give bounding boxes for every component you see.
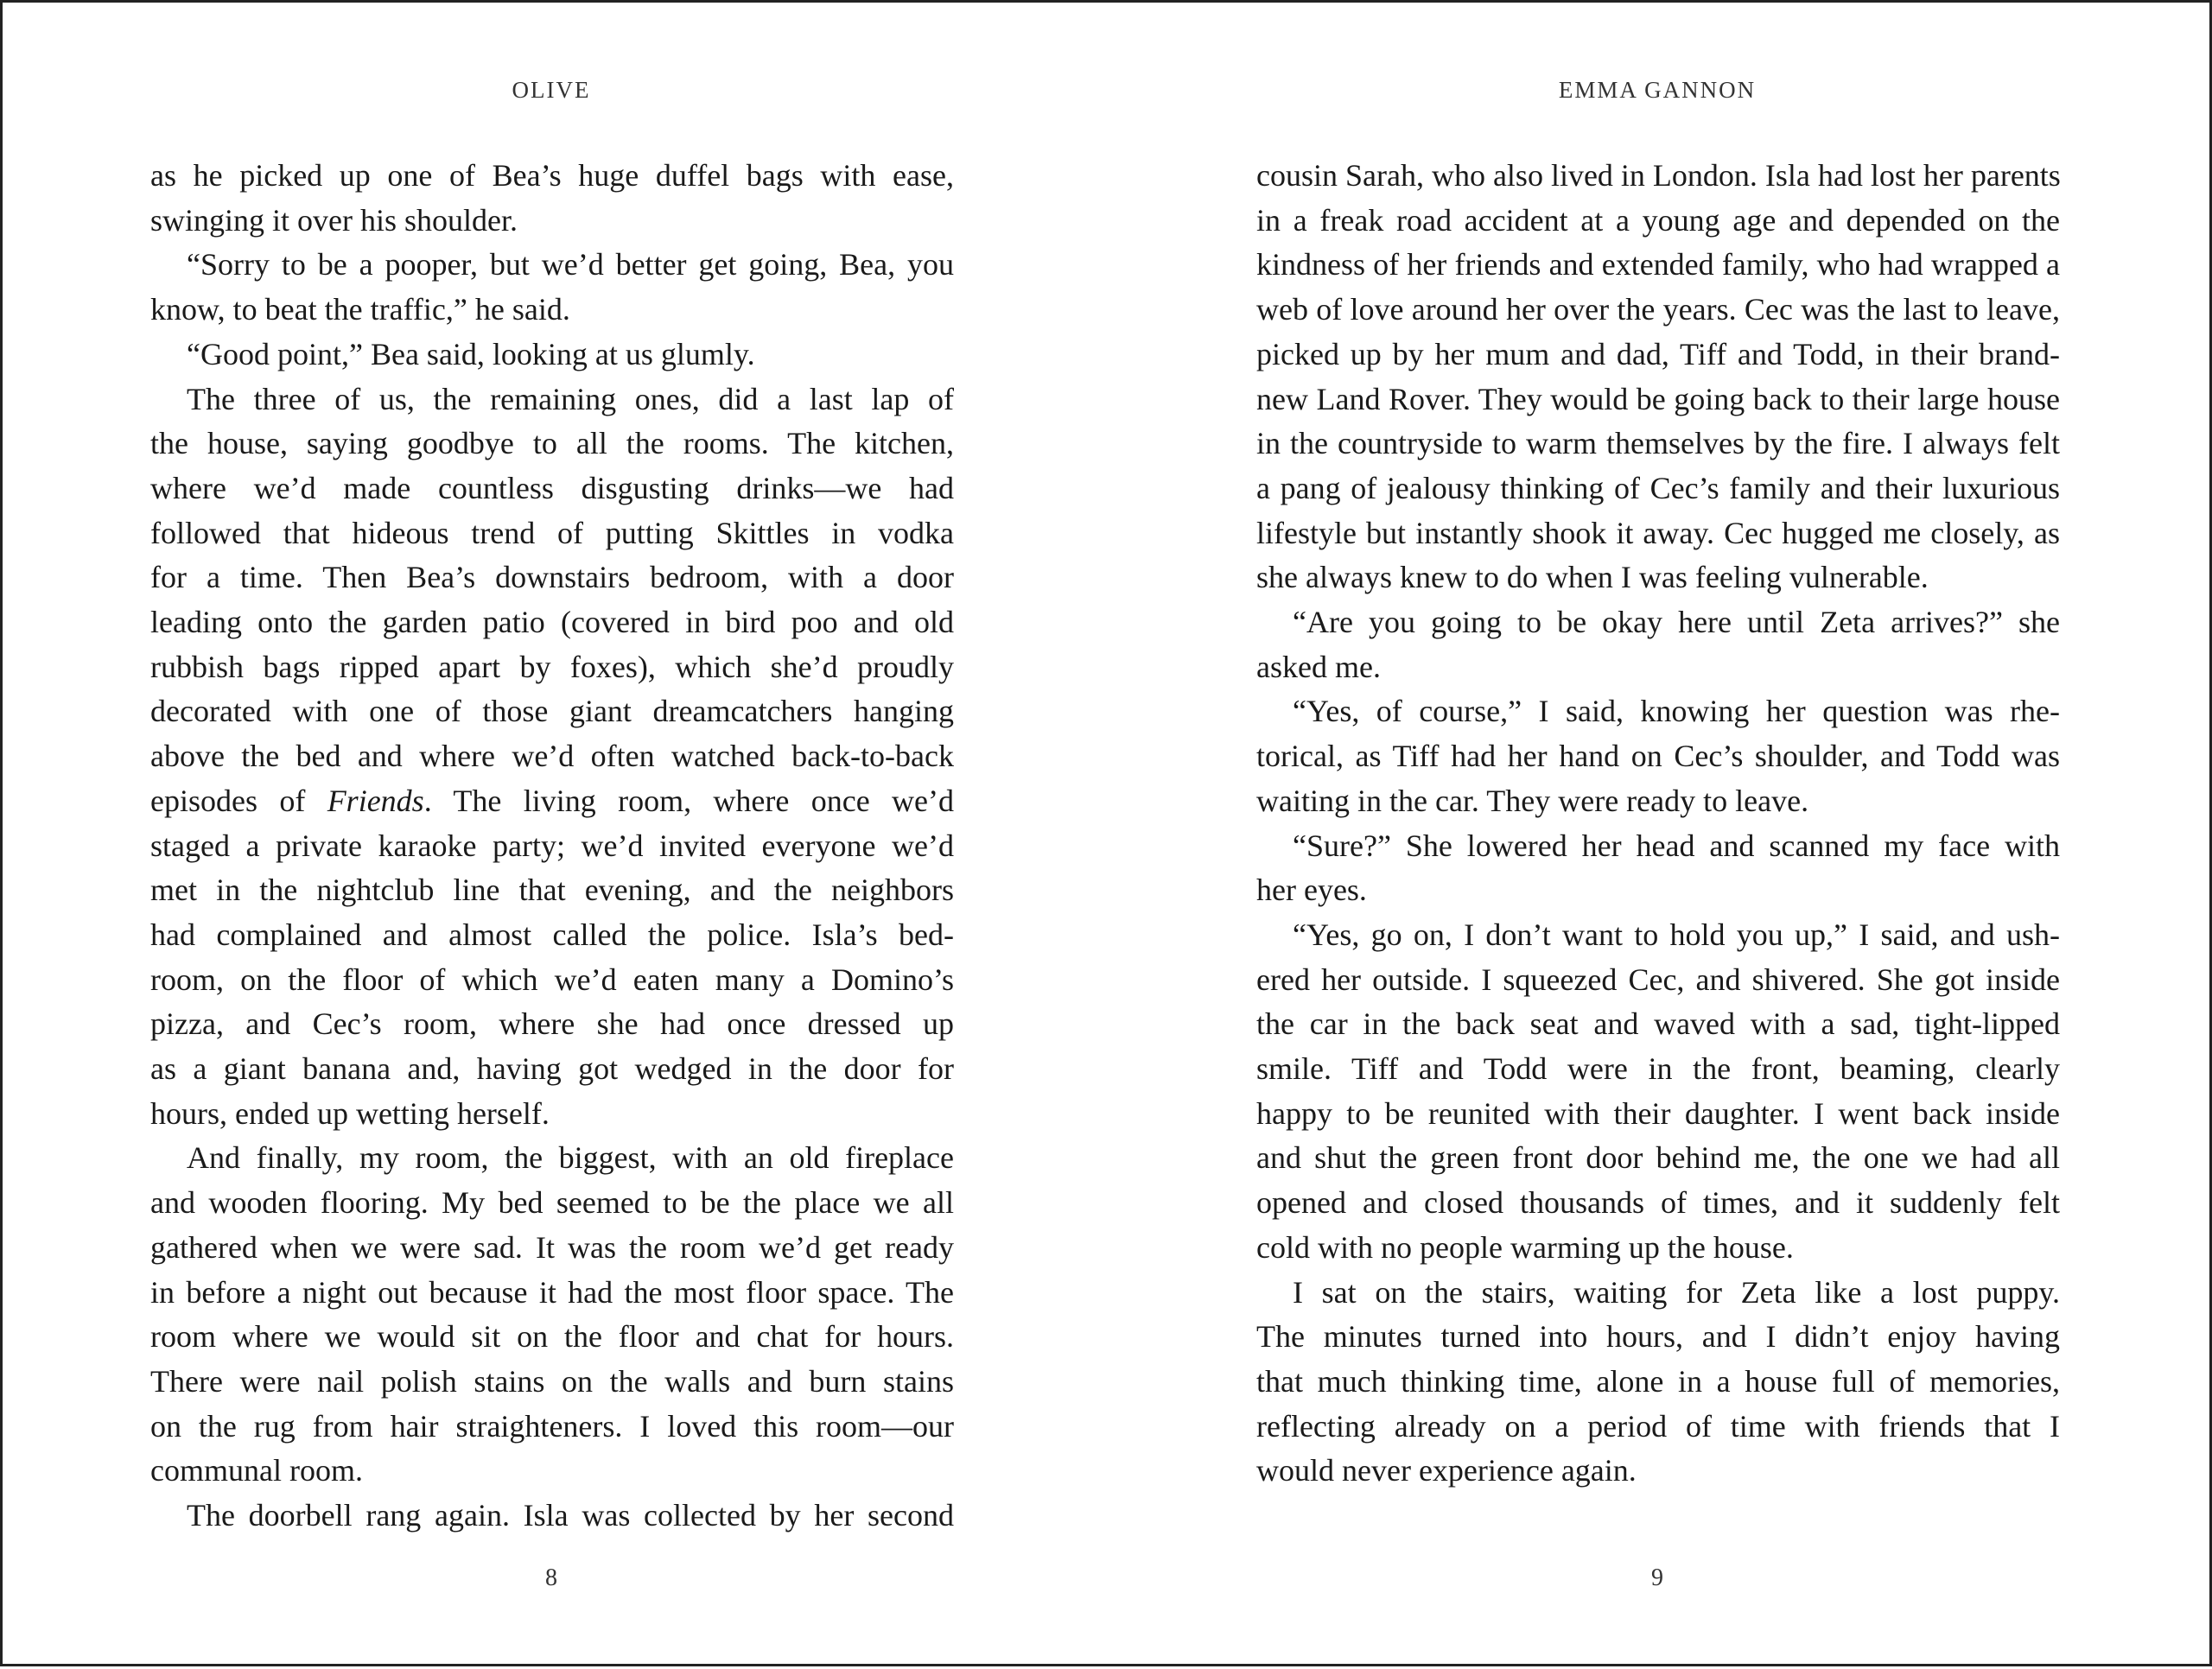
text-line: reflecting already on a period of time with friends that I: [1256, 1408, 2060, 1444]
text-line: and wooden flooring. My bed seemed to be the place we all: [150, 1185, 954, 1221]
left-page: [3, 3, 1109, 1669]
text-line: web of love around her over the years. Cec was the last to leave,: [1256, 292, 2060, 327]
right-page-text: [1256, 154, 2060, 1494]
text-line: room, on the floor of which we’d eaten many a Domino’s: [150, 961, 954, 997]
text-line: swinging it over his shoulder.: [150, 202, 518, 238]
page-number-right: 9: [1651, 1564, 1663, 1591]
text-line: for a time. Then Bea’s downstairs bedroom, with a door: [150, 560, 954, 595]
text-line: smile. Tiff and Todd were in the front, beaming, clearly: [1256, 1051, 2060, 1087]
page-number-left: 8: [545, 1564, 557, 1591]
text-line: as he picked up one of Bea’s huge duffel bags with ease,: [150, 158, 954, 193]
text-line: asked me.: [1256, 649, 1381, 684]
text-line: gathered when we were sad. It was the room we’d get ready: [150, 1229, 954, 1265]
text-line: “Yes, of course,” I said, knowing her question was rhe-: [1293, 694, 2060, 729]
text-line: had complained and almost called the police. Isla’s bed-: [150, 917, 954, 952]
text-line: decorated with one of those giant dreamcatchers hanging: [150, 694, 954, 729]
text-line: followed that hideous trend of putting Skittles in vodka: [150, 515, 954, 550]
text-line: waiting in the car. They were ready to leave.: [1256, 783, 1809, 818]
text-line: “Good point,” Bea said, looking at us glumly.: [187, 336, 755, 371]
text-line: “Sure?” She lowered her head and scanned my face with: [1293, 828, 2060, 863]
text-line: opened and closed thousands of times, and it suddenly felt: [1256, 1185, 2060, 1221]
text-line: the car in the back seat and waved with a sad, tight-lipped: [1256, 1006, 2060, 1042]
text-line: leading onto the garden patio (covered in bird poo and old: [150, 605, 954, 640]
left-page-text: [150, 154, 954, 1539]
text-line: pizza, and Cec’s room, where she had once dressed up: [150, 1006, 954, 1042]
text-line: as a giant banana and, having got wedged in the door for: [150, 1051, 954, 1087]
text-line: rubbish bags ripped apart by foxes), which she’d proudly: [150, 649, 954, 684]
text-line: The three of us, the remaining ones, did a last lap of: [187, 381, 954, 416]
text-line: ered her outside. I squeezed Cec, and shivered. She got inside: [1256, 961, 2060, 997]
running-head-right: EMMA GANNON: [1558, 77, 1757, 103]
text-line: on the rug from hair straighteners. I loved this room—our: [150, 1408, 954, 1444]
text-line: above the bed and where we’d often watched back-to-back: [150, 739, 954, 774]
text-line: room where we would sit on the floor and chat for hours.: [150, 1319, 954, 1355]
text-line: torical, as Tiff had her hand on Cec’s shoulder, and Todd was: [1256, 739, 2060, 774]
text-line: There were nail polish stains on the walls and burn stains: [150, 1363, 954, 1399]
text-line: hours, ended up wetting herself.: [150, 1095, 550, 1131]
text-line: where we’d made countless disgusting drinks—we had: [150, 470, 954, 505]
text-line: the house, saying goodbye to all the rooms. The kitchen,: [150, 426, 954, 461]
text-line: “Are you going to be okay here until Zeta arrives?” she: [1293, 605, 2060, 640]
text-line: that much thinking time, alone in a house full of memories,: [1256, 1363, 2060, 1399]
text-line: would never experience again.: [1256, 1453, 1637, 1488]
text-line: staged a private karaoke party; we’d invited everyone we’d: [150, 828, 954, 863]
text-line: in a freak road accident at a young age and depended on the: [1256, 202, 2060, 238]
text-line: lifestyle but instantly shook it away. Cec hugged me closely, as: [1256, 515, 2060, 550]
text-line: her eyes.: [1256, 873, 1367, 908]
text-line: I sat on the stairs, waiting for Zeta like a lost puppy.: [1293, 1274, 2060, 1310]
italic-title: Friends: [327, 783, 424, 818]
text-line: happy to be reunited with their daughter. I went back inside: [1256, 1095, 2060, 1131]
text-line: kindness of her friends and extended family, who had wrapped a: [1256, 247, 2060, 282]
right-page: [1109, 3, 2212, 1669]
text-line: in the countryside to warm themselves by the fire. I always felt: [1256, 426, 2060, 461]
text-line: a pang of jealousy thinking of Cec’s family and their luxurious: [1256, 470, 2060, 505]
text-line: “Yes, go on, I don’t want to hold you up,” I said, and ush-: [1293, 917, 2060, 952]
text-line: picked up by her mum and dad, Tiff and Todd, in their brand-: [1256, 336, 2060, 371]
text-line: And finally, my room, the biggest, with an old fireplace: [187, 1140, 954, 1176]
text-line: cousin Sarah, who also lived in London. Isla had lost her parents: [1256, 158, 2061, 193]
text-line: The minutes turned into hours, and I didn’t enjoy having: [1256, 1319, 2060, 1355]
text-line: in before a night out because it had the most floor space. The: [150, 1274, 954, 1310]
text-segment: episodes of: [150, 783, 327, 818]
text-line: know, to beat the traffic,” he said.: [150, 292, 570, 327]
running-head-left: OLIVE: [512, 77, 591, 103]
text-line: The doorbell rang again. Isla was collected by her second: [187, 1498, 954, 1533]
text-line: [150, 779, 954, 824]
text-line: new Land Rover. They would be going back to their large house: [1256, 381, 2060, 416]
text-line: met in the nightclub line that evening, and the neighbors: [150, 873, 954, 908]
text-line: “Sorry to be a pooper, but we’d better get going, Bea, you: [187, 247, 954, 282]
text-line: communal room.: [150, 1453, 363, 1488]
text-line: and shut the green front door behind me, the one we had all: [1256, 1140, 2060, 1176]
text-line: cold with no people warming up the house.: [1256, 1229, 1794, 1265]
text-segment: . The living room, where once we’d: [423, 783, 954, 818]
text-line: she always knew to do when I was feeling vulnerable.: [1256, 560, 1929, 595]
